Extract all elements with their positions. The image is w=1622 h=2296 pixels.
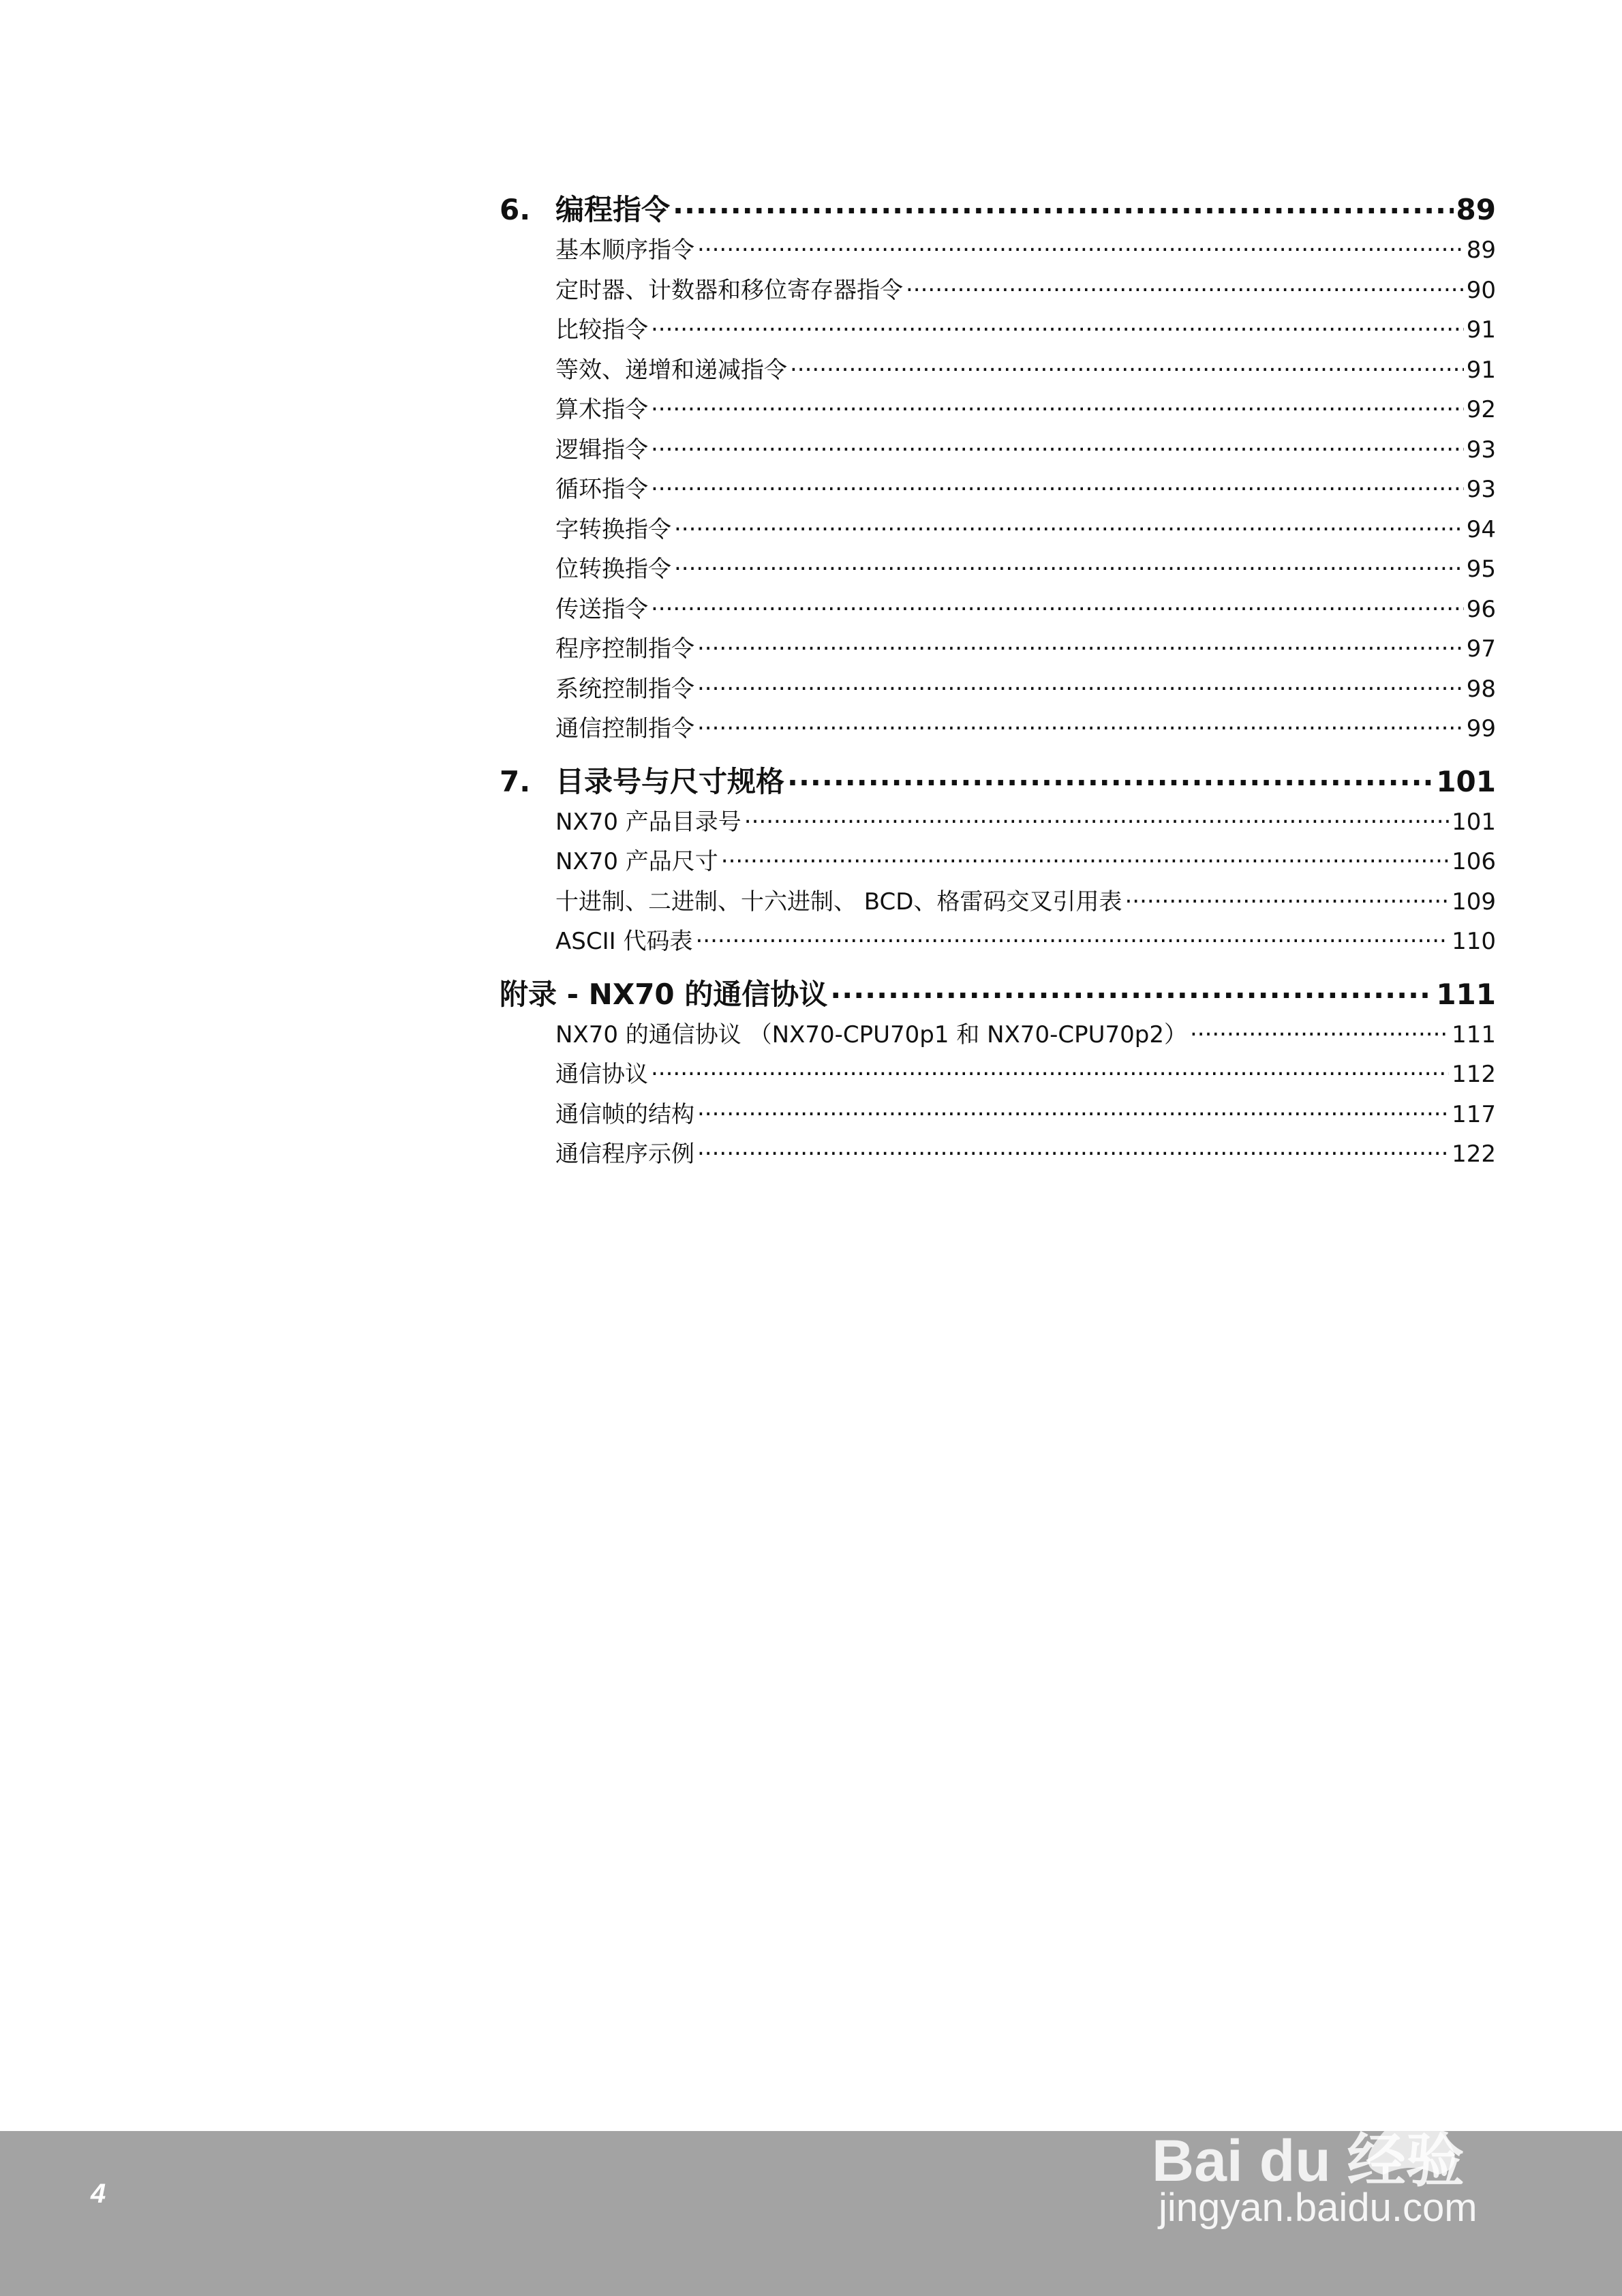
chapter-number: 7.	[500, 764, 531, 798]
page-ref: 91	[1466, 356, 1496, 384]
entry-title: NX70 的通信协议 （NX70-CPU70p1 和 NX70-CPU70p2）	[555, 1021, 1187, 1048]
dot-leader	[721, 842, 1449, 882]
dot-leader	[790, 350, 1464, 391]
page-ref: 111	[1436, 977, 1496, 1011]
page-number: 4	[91, 2179, 106, 2209]
page-ref: 90	[1466, 276, 1496, 304]
page-ref: 110	[1452, 928, 1496, 955]
page-ref: 93	[1466, 476, 1496, 503]
dot-leader	[674, 510, 1464, 550]
toc-entry[interactable]	[500, 310, 1496, 350]
entry-title: 通信帧的结构	[555, 1100, 694, 1128]
dot-leader	[787, 761, 1433, 802]
entry-title: 十进制、二进制、十六进制、 BCD、格雷码交叉引用表	[555, 888, 1122, 916]
entry-title: 逻辑指令	[555, 436, 648, 464]
dot-leader	[651, 310, 1464, 350]
page-ref: 122	[1452, 1141, 1496, 1168]
toc-entry[interactable]	[500, 590, 1496, 630]
entry-title: 字转换指令	[555, 515, 671, 543]
dot-leader	[830, 974, 1433, 1015]
toc-entry[interactable]	[500, 510, 1496, 550]
toc-entry[interactable]	[500, 709, 1496, 749]
dot-leader	[697, 629, 1464, 669]
dot-leader	[1190, 1015, 1449, 1055]
dot-leader	[673, 190, 1454, 230]
dot-leader	[695, 922, 1449, 962]
page-ref: 99	[1466, 715, 1496, 742]
toc-section-6	[500, 190, 1496, 749]
dot-leader	[906, 271, 1464, 311]
toc-entry[interactable]	[500, 230, 1496, 271]
toc-entry[interactable]	[500, 1134, 1496, 1175]
entry-title: 位转换指令	[555, 556, 671, 583]
dot-leader	[697, 230, 1464, 271]
entry-title: 程序控制指令	[555, 635, 694, 663]
dot-leader	[697, 1134, 1449, 1175]
page-ref: 101	[1452, 808, 1496, 836]
chapter-title: 目录号与尺寸规格	[555, 764, 785, 798]
page-ref: 89	[1466, 237, 1496, 264]
dot-leader	[697, 669, 1464, 710]
chapter-title: 附录 - NX70 的通信协议	[500, 977, 828, 1011]
entry-title: 等效、递增和递减指令	[555, 356, 787, 384]
page-ref: 112	[1452, 1061, 1496, 1088]
entry-title: 通信程序示例	[555, 1141, 694, 1168]
dot-leader	[697, 709, 1464, 749]
entry-title: 系统控制指令	[555, 675, 694, 703]
watermark-brand: Bai du 经验	[1152, 2128, 1465, 2194]
toc-chapter-heading[interactable]	[500, 190, 1496, 230]
entry-title: 通信控制指令	[555, 715, 694, 742]
page-ref: 92	[1466, 396, 1496, 423]
dot-leader	[744, 802, 1449, 843]
toc-entry[interactable]	[500, 669, 1496, 710]
toc-entry[interactable]	[500, 1015, 1496, 1055]
toc-entry[interactable]	[500, 1095, 1496, 1135]
page-ref: 98	[1466, 675, 1496, 703]
toc-entry[interactable]	[500, 470, 1496, 510]
entry-title: 循环指令	[555, 476, 648, 503]
toc-section-7	[500, 761, 1496, 962]
baidu-watermark	[1145, 2038, 1527, 2256]
entry-title: 通信协议	[555, 1061, 648, 1088]
toc-section-appendix	[500, 974, 1496, 1175]
page-ref: 109	[1452, 888, 1496, 916]
dot-leader	[651, 590, 1464, 630]
entry-title: 定时器、计数器和移位寄存器指令	[555, 276, 903, 304]
page-ref: 93	[1466, 436, 1496, 464]
toc-entry[interactable]	[500, 430, 1496, 470]
dot-leader	[651, 430, 1464, 470]
page-ref: 96	[1466, 595, 1496, 623]
toc-entry[interactable]	[500, 842, 1496, 882]
page-ref: 97	[1466, 635, 1496, 663]
toc-entry[interactable]	[500, 629, 1496, 669]
page-ref: 89	[1456, 193, 1496, 226]
chapter-title: 编程指令	[555, 193, 671, 226]
toc-entry[interactable]	[500, 549, 1496, 590]
chapter-number: 6.	[500, 193, 531, 226]
toc-entry[interactable]	[500, 882, 1496, 922]
entry-title: 算术指令	[555, 396, 648, 423]
entry-title: NX70 产品目录号	[555, 808, 741, 836]
entry-title: ASCII 代码表	[555, 928, 693, 955]
page-ref: 94	[1466, 515, 1496, 543]
toc-entry[interactable]	[500, 922, 1496, 962]
toc-entry[interactable]	[500, 271, 1496, 311]
entry-title: 传送指令	[555, 595, 648, 623]
toc-entry[interactable]	[500, 350, 1496, 391]
table-of-contents	[500, 190, 1496, 1175]
dot-leader	[674, 549, 1464, 590]
dot-leader	[651, 470, 1464, 510]
page-ref: 91	[1466, 316, 1496, 344]
page-ref: 95	[1466, 556, 1496, 583]
toc-entry[interactable]	[500, 390, 1496, 430]
page-ref: 111	[1452, 1021, 1496, 1048]
watermark-url: jingyan.baidu.com	[1159, 2186, 1478, 2230]
toc-chapter-heading[interactable]	[500, 761, 1496, 802]
entry-title: 基本顺序指令	[555, 237, 694, 264]
toc-entry[interactable]	[500, 802, 1496, 843]
page-ref: 117	[1452, 1100, 1496, 1128]
page-ref: 106	[1452, 848, 1496, 875]
dot-leader	[697, 1095, 1449, 1135]
dot-leader	[651, 1055, 1449, 1095]
entry-title: 比较指令	[555, 316, 648, 344]
entry-title: NX70 产品尺寸	[555, 848, 718, 875]
dot-leader	[651, 390, 1464, 430]
page-ref: 101	[1436, 764, 1496, 798]
toc-chapter-heading[interactable]	[500, 974, 1496, 1015]
toc-entry[interactable]	[500, 1055, 1496, 1095]
dot-leader	[1124, 882, 1449, 922]
